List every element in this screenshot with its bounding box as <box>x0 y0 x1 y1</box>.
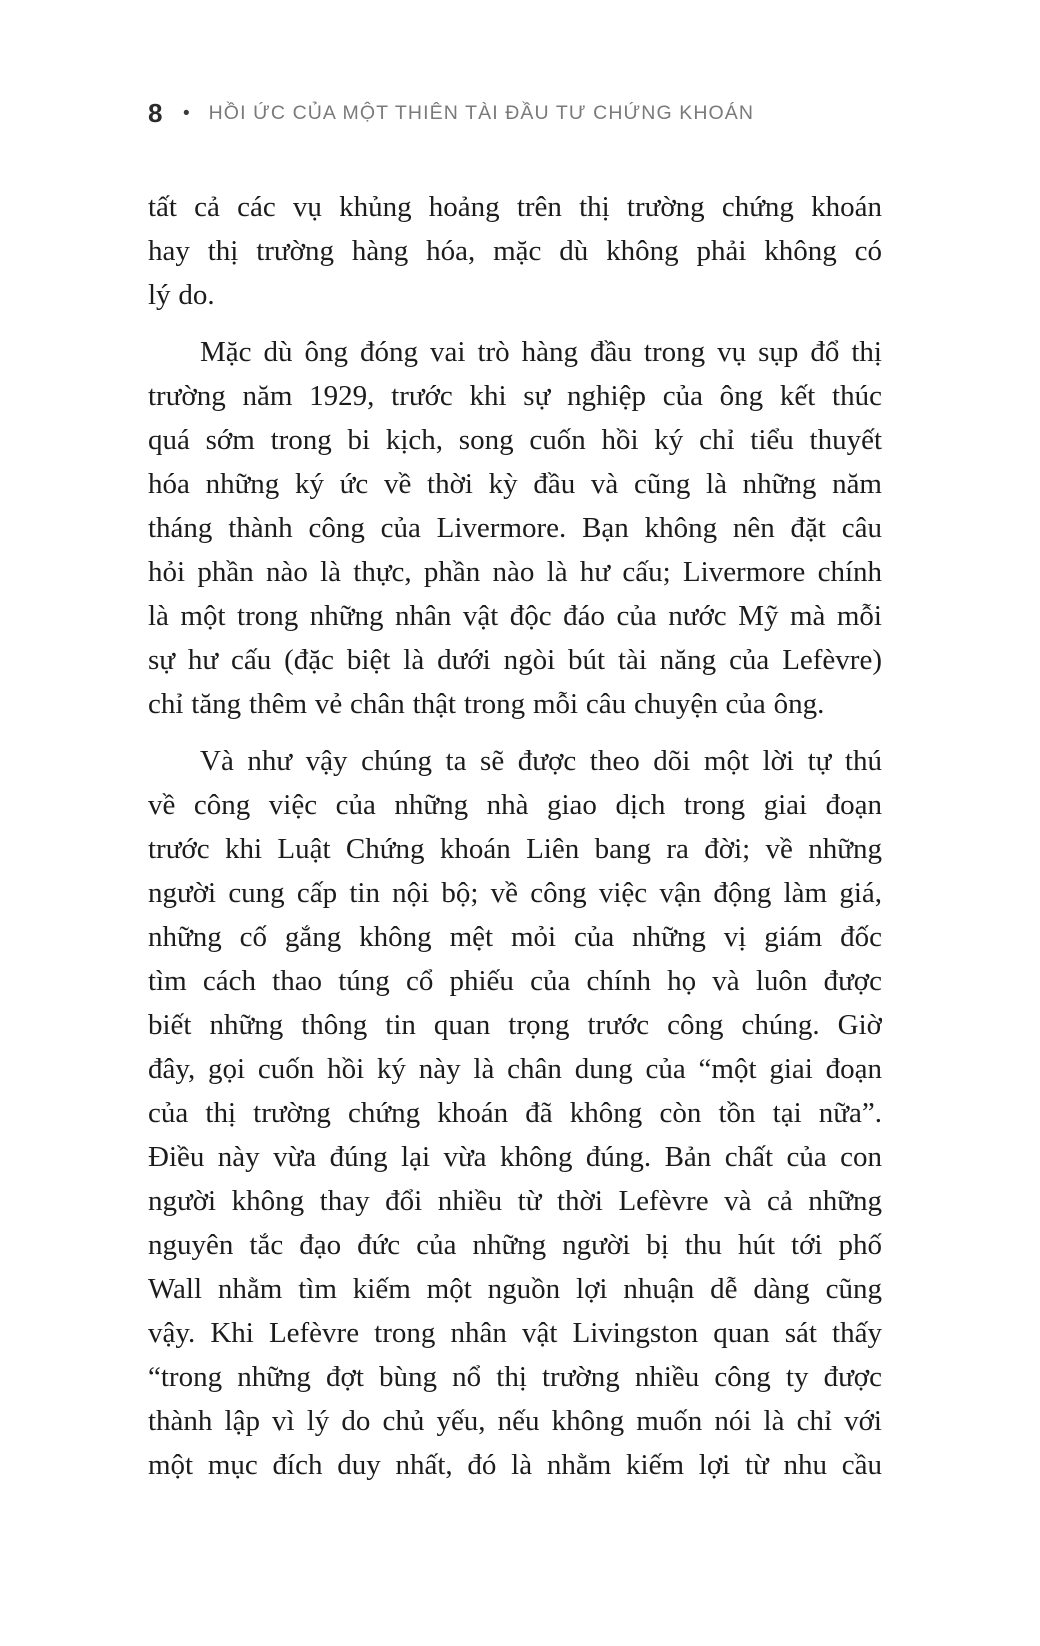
text-line: người cung cấp tin nội bộ; về công việc vận động làm giá, <box>148 877 882 909</box>
text-line: Và như vậy chúng ta sẽ được theo dõi một lời tự thú <box>200 745 882 777</box>
text-line: trước khi Luật Chứng khoán Liên bang ra đời; về những <box>148 833 882 865</box>
text-line: biết những thông tin quan trọng trước công chúng. Giờ <box>148 1009 882 1041</box>
text-line: vậy. Khi Lefèvre trong nhân vật Livingston quan sát thấy <box>148 1317 882 1349</box>
bullet-separator-icon: • <box>182 102 190 124</box>
paragraph <box>148 330 882 726</box>
text-line: Wall nhằm tìm kiếm một nguồn lợi nhuận dễ dàng cũng <box>148 1273 882 1305</box>
body-text <box>148 185 882 1487</box>
text-line: hóa những ký ức về thời kỳ đầu và cũng là những năm <box>148 468 882 500</box>
text-line: hay thị trường hàng hóa, mặc dù không phải không có <box>148 235 882 267</box>
text-line: là một trong những nhân vật độc đáo của nước Mỹ mà mỗi <box>148 600 882 632</box>
text-line: Mặc dù ông đóng vai trò hàng đầu trong vụ sụp đổ thị <box>200 336 882 368</box>
text-line: người không thay đổi nhiều từ thời Lefèvre và cả những <box>148 1185 882 1217</box>
page-number: 8 <box>148 97 163 128</box>
text-line: của thị trường chứng khoán đã không còn tồn tại nữa”. <box>148 1097 882 1129</box>
text-line: Điều này vừa đúng lại vừa không đúng. Bản chất của con <box>148 1141 882 1173</box>
text-line: nguyên tắc đạo đức của những người bị thu hút tới phố <box>148 1229 882 1261</box>
text-line: lý do. <box>148 279 215 311</box>
text-line: tìm cách thao túng cổ phiếu của chính họ và luôn được <box>148 965 882 997</box>
text-line: thành lập vì lý do chủ yếu, nếu không muốn nói là chỉ với <box>148 1405 882 1437</box>
paragraph <box>148 739 882 1487</box>
text-line: sự hư cấu (đặc biệt là dưới ngòi bút tài năng của Lefèvre) <box>148 644 882 676</box>
text-line: tháng thành công của Livermore. Bạn không nên đặt câu <box>148 512 882 544</box>
text-line: “trong những đợt bùng nổ thị trường nhiều công ty được <box>148 1361 882 1393</box>
text-line: tất cả các vụ khủng hoảng trên thị trường chứng khoán <box>148 191 882 223</box>
paragraph <box>148 185 882 317</box>
text-line: những cố gắng không mệt mỏi của những vị giám đốc <box>148 921 882 953</box>
text-line: đây, gọi cuốn hồi ký này là chân dung của “một giai đoạn <box>148 1053 882 1085</box>
text-line: hỏi phần nào là thực, phần nào là hư cấu; Livermore chính <box>148 556 882 588</box>
text-line: về công việc của những nhà giao dịch trong giai đoạn <box>148 789 882 821</box>
running-header <box>148 96 908 130</box>
text-line: một mục đích duy nhất, đó là nhằm kiếm lợi từ nhu cầu <box>148 1449 882 1481</box>
text-line: trường năm 1929, trước khi sự nghiệp của ông kết thúc <box>148 380 882 412</box>
running-title: HỒI ỨC CỦA MỘT THIÊN TÀI ĐẦU TƯ CHỨNG KHOÁN <box>208 101 755 124</box>
text-line: chỉ tăng thêm vẻ chân thật trong mỗi câu chuyện của ông. <box>148 688 825 720</box>
text-line: quá sớm trong bi kịch, song cuốn hồi ký chỉ tiểu thuyết <box>148 424 882 456</box>
